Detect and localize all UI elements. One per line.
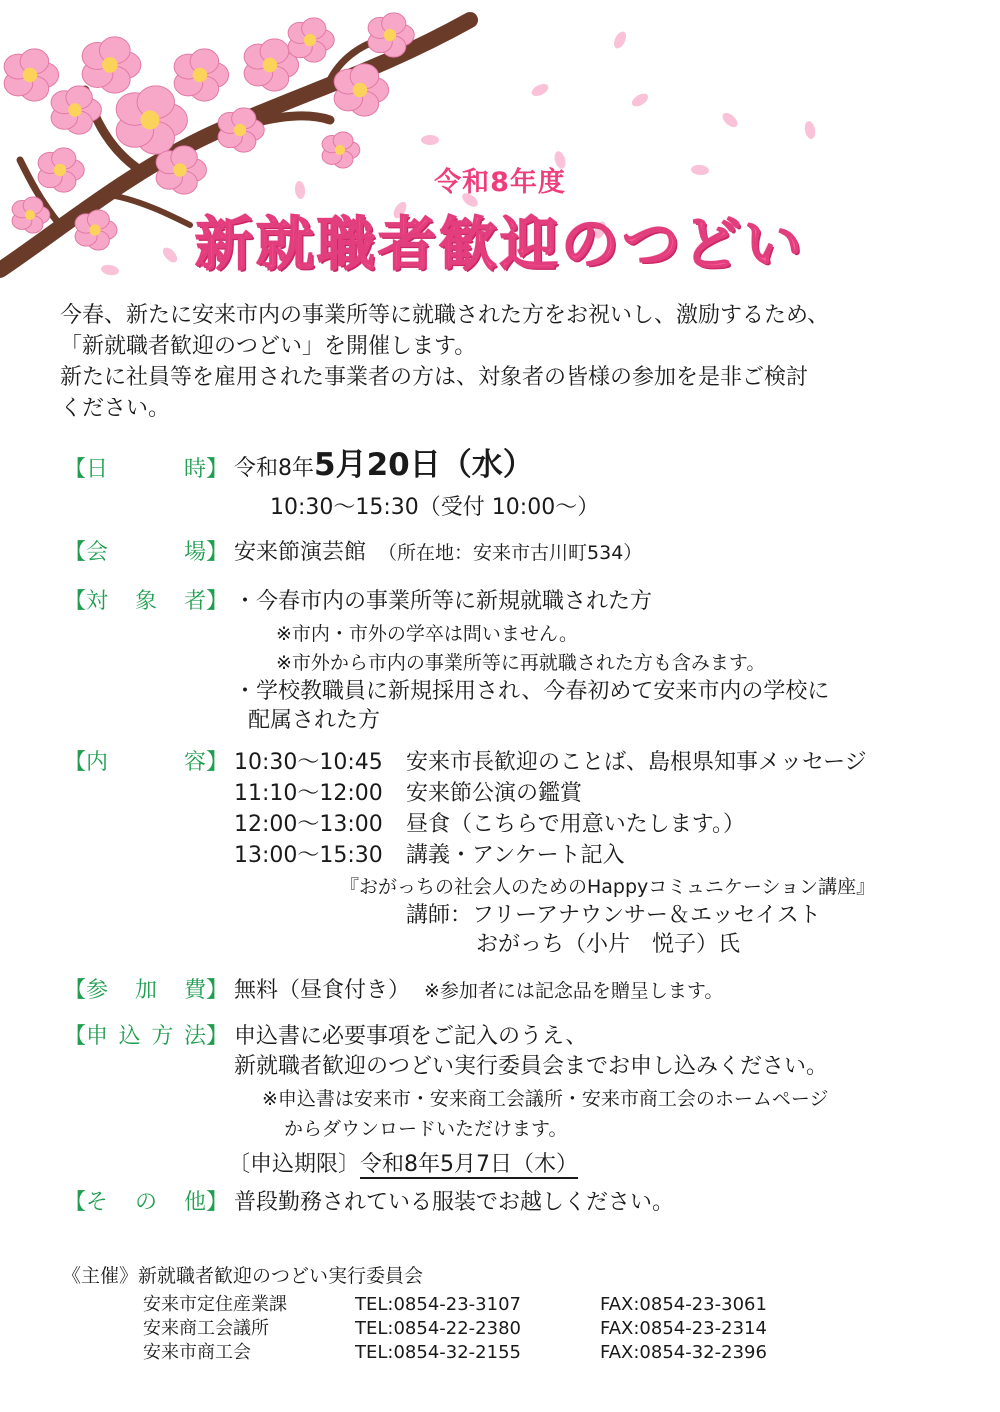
label-apply: 【申込方法】 (64, 1024, 229, 1049)
venue (234, 538, 642, 568)
target-line: ・今春市内の事業所等に新規就職された方 (234, 589, 653, 614)
falling-petal (421, 135, 439, 145)
apply-deadline (228, 1150, 578, 1180)
target-line: ・学校教職員に新規採用され、今春初めて安来市内の学校に (234, 679, 830, 704)
intro-line: ください。 (60, 396, 171, 421)
lecturer-name: おがっち（小片 悦子）氏 (476, 932, 741, 957)
label-target: 【対象者】 (64, 589, 229, 614)
main-title: 新就職者歓迎のつどい (194, 210, 805, 278)
contact-name: 安来市定住産業課 (143, 1294, 287, 1315)
label-datetime: 【日時】 (64, 457, 229, 482)
date-main: 5月20日（水） (314, 447, 534, 483)
schedule-item (234, 841, 625, 871)
blossom-flower (4, 49, 58, 101)
schedule-item (234, 810, 745, 840)
falling-petal (630, 91, 651, 109)
apply-line: 申込書に必要事項をご記入のうえ、 (234, 1024, 588, 1049)
target-note: ※市内・市外の学卒は問いません。 (276, 623, 579, 645)
schedule-text: 昼食（こちらで用意いたします。） (406, 812, 746, 837)
schedule-text: 講義・アンケート記入 (406, 843, 625, 868)
target-line: 配属された方 (248, 708, 381, 733)
venue-address: （所在地：安来市古川町534） (378, 542, 643, 564)
schedule-time: 10:30～10:45 (234, 750, 383, 775)
contact-fax: FAX:0854-23-3061 (600, 1294, 767, 1315)
label-content: 【内容】 (64, 750, 229, 775)
lecturer-role: 講師：フリーアナウンサー＆エッセイスト (406, 903, 821, 928)
contact-tel: TEL:0854-32-2155 (355, 1342, 521, 1363)
contact-name: 安来市商工会 (143, 1342, 251, 1363)
organizer: 《主催》新就職者歓迎のつどい実行委員会 (62, 1265, 424, 1287)
apply-note: からダウンロードいただけます。 (284, 1118, 568, 1140)
label-other: 【その他】 (64, 1190, 229, 1215)
blossom-flower (174, 49, 228, 101)
label-fee: 【参加費】 (64, 978, 229, 1003)
schedule-text: 安来市長歓迎のことば、島根県知事メッセージ (406, 750, 867, 775)
schedule-item (234, 748, 867, 778)
target-note: ※市外から市内の事業所等に再就職された方も含みます。 (276, 652, 766, 674)
contact-tel: TEL:0854-22-2380 (355, 1318, 521, 1339)
schedule-time: 11:10～12:00 (234, 781, 383, 806)
event-time: 10:30～15:30（受付 10:00～） (270, 495, 600, 520)
intro-line: 新たに社員等を雇用された事業者の方は、対象者の皆様の参加を是非ご検討 (60, 365, 809, 390)
schedule-text: 安来節公演の鑑賞 (406, 781, 583, 806)
contact-fax: FAX:0854-32-2396 (600, 1342, 767, 1363)
blossom-flower (82, 37, 141, 93)
schedule-time: 13:00～15:30 (234, 843, 383, 868)
date-prefix: 令和8年 (234, 456, 314, 481)
contact-tel: TEL:0854-23-3107 (355, 1294, 521, 1315)
other-text: 普段勤務されている服装でお越しください。 (234, 1190, 675, 1215)
deadline-label: 〔申込期限〕 (228, 1152, 361, 1177)
apply-line: 新就職者歓迎のつどい実行委員会までお申し込みください。 (234, 1054, 829, 1079)
blossom-flower (51, 86, 101, 134)
intro-line: 「新就職者歓迎のつどい」を開催します。 (60, 334, 477, 359)
falling-petal (720, 110, 740, 129)
falling-petal (612, 30, 629, 51)
falling-petal (530, 81, 551, 98)
intro-paragraph (60, 300, 950, 424)
fee-note: ※参加者には記念品を贈呈します。 (424, 980, 724, 1002)
intro-line: 今春、新たに安来市内の事業所等に就職された方をお祝いし、激励するため、 (60, 303, 830, 328)
fee (234, 976, 723, 1006)
schedule-time: 12:00～13:00 (234, 812, 383, 837)
schedule-item (234, 779, 582, 809)
contact-name: 安来商工会議所 (143, 1318, 269, 1339)
fee-text: 無料（昼食付き） (234, 978, 411, 1003)
venue-name: 安来節演芸館 (234, 540, 367, 565)
label-venue: 【会場】 (64, 540, 229, 565)
lecture-title: 『おがっちの社会人のためのHappyコミュニケーション講座』 (340, 876, 876, 898)
contact-fax: FAX:0854-23-2314 (600, 1318, 767, 1339)
deadline-date: 令和8年5月7日（木） (360, 1152, 579, 1177)
falling-petal (803, 120, 816, 140)
event-date (234, 447, 534, 484)
blossom-flower (288, 18, 334, 62)
apply-note: ※申込書は安来市・安来商工会議所・安来市商工会のホームページ (262, 1088, 829, 1110)
year-title: 令和8年度 (434, 167, 566, 198)
